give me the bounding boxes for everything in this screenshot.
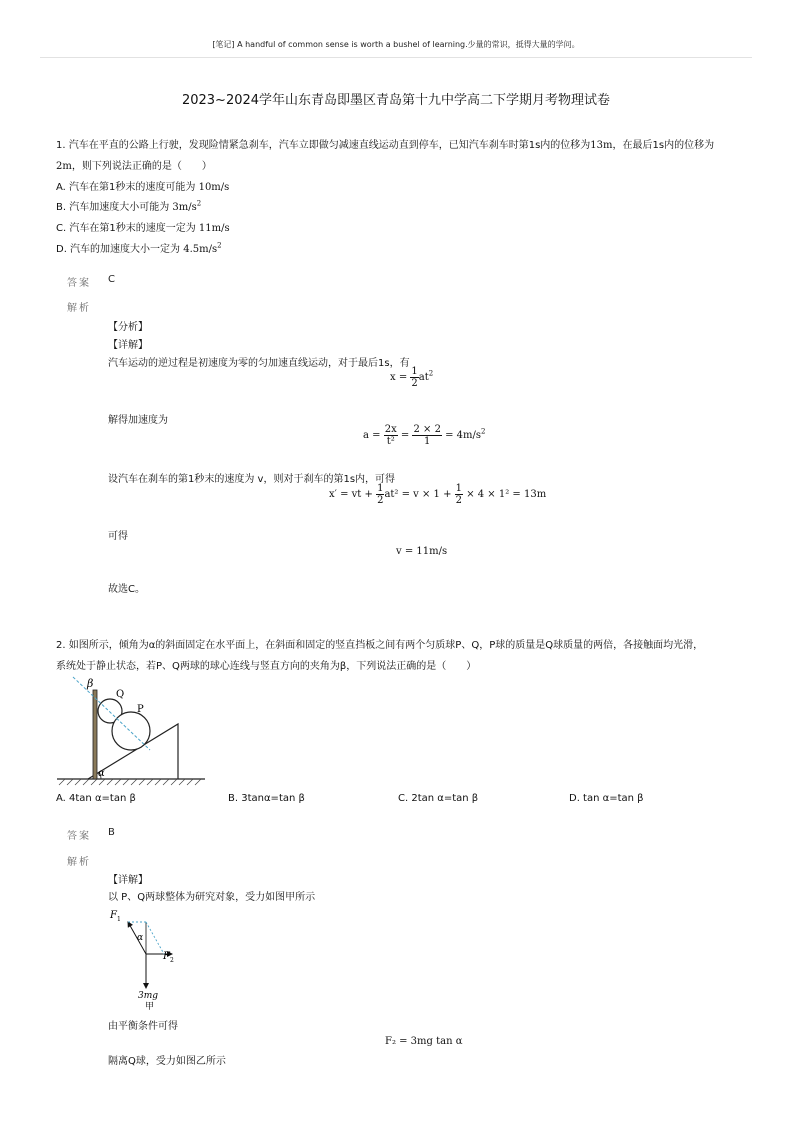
q2-fig-q-label: Q (116, 689, 125, 700)
q2-solution-line1: 以 P、Q两球整体为研究对象，受力如图甲所示 (108, 892, 316, 903)
q1-equation-3 (329, 483, 546, 506)
q2-solution-line3: 隔离Q球，受力如图乙所示 (108, 1056, 226, 1067)
q2-fig2-alpha-label: α (137, 933, 144, 943)
q2-fig2-mg-label: 3mg (138, 991, 159, 1001)
q1-eq2-lhs: a = (363, 430, 384, 441)
q1-eq3-den: 2 (377, 495, 384, 506)
q1-option-b-sup: 2 (196, 199, 202, 208)
q1-detail-head: 【详解】 (108, 340, 148, 351)
q1-eq2-den2: 1 (424, 436, 431, 447)
q1-option-c-math: 11m/s (198, 223, 230, 234)
q1-eq2-rhs: = 4m/s (441, 430, 482, 441)
q1-solution-line4: 可得 (108, 531, 128, 542)
q2-answer-value: B (108, 827, 115, 838)
q1-answer-label: 答案 (67, 278, 91, 289)
q1-eq2-num1: 2x (384, 424, 397, 435)
q1-option-c-text: C. 汽车在第1秒末的速度一定为 (56, 223, 199, 234)
q1-option-b[interactable] (56, 198, 201, 213)
q1-eq1-num: 1 (411, 366, 418, 377)
q1-option-b-math: 3m/s (172, 202, 197, 213)
q1-eq1-den: 2 (411, 378, 418, 389)
q2-stem-line2: 系统处于静止状态，若P、Q两球的球心连线与竖直方向的夹角为β，下列说法正确的是（ ） (56, 661, 477, 672)
q1-option-a[interactable] (56, 178, 229, 193)
q1-option-c[interactable] (56, 219, 230, 234)
q2-fig2-f2-sub: 2 (170, 957, 174, 964)
q1-stem-text-c: ，则下列说法正确的是（ ） (71, 161, 212, 172)
q1-option-d-sup: 2 (217, 241, 222, 250)
q2-fig2-f2-label: F (163, 951, 170, 962)
q1-eq3-rhs: × 4 × 1² = 13m (463, 489, 547, 500)
q1-eq3-den2: 2 (455, 495, 463, 506)
header-divider (40, 57, 752, 58)
q1-eq2-sup: 2 (481, 427, 486, 436)
q2-option-c[interactable]: C. 2tan α=tan β (398, 793, 479, 804)
q2-option-b[interactable]: B. 3tanα=tan β (228, 793, 305, 804)
q1-solution-line3: 设汽车在刹车的第1秒末的速度为 v，则对于刹车的第1s内，可得 (108, 474, 396, 485)
q1-option-d-math: 4.5m/s (183, 244, 218, 255)
q1-conclusion: 故选C。 (108, 584, 145, 595)
q2-option-a[interactable]: A. 4tan α=tan β (56, 793, 136, 804)
q2-fig2-jia-label: 甲 (145, 1002, 155, 1012)
q1-eq3-lhs: x′ = vt + (329, 489, 377, 500)
q2-analysis-label: 解析 (67, 857, 91, 868)
q2-fig-alpha-label: α (98, 768, 105, 779)
q1-option-b-text: B. 汽车加速度大小可能为 (56, 202, 173, 213)
q1-option-a-text: A. 汽车在第1秒末的速度可能为 (56, 182, 199, 193)
q1-option-d[interactable] (56, 240, 222, 255)
q1-eq3-num: 1 (377, 483, 384, 494)
header-banner: [笔记] A handful of common sense is worth a bushel of learning.少量的常识，抵得大量的学问。 (212, 40, 580, 49)
q1-eq2-den1: t² (386, 436, 395, 447)
q1-option-a-math: 10m/s (198, 182, 230, 193)
q2-detail-head: 【详解】 (108, 875, 148, 886)
q2-fig2-f1-label: F (110, 910, 117, 921)
q2-force-diagram-jia (104, 902, 184, 1014)
q1-solution-line1: 汽车运动的逆过程是初速度为零的匀加速直线运动，对于最后1s，有 (108, 358, 410, 369)
q1-stem-text-b: ，在最后1s内的位移为 (612, 140, 715, 151)
q2-fig-p-label: P (137, 704, 144, 715)
q1-solution-line2: 解得加速度为 (108, 415, 168, 426)
q1-answer-value: C (108, 274, 115, 285)
q1-equation-1 (390, 366, 433, 389)
page-title: 2023~2024学年山东青岛即墨区青岛第十九中学高二下学期月考物理试卷 (181, 93, 611, 108)
q1-eq1-sup: 2 (428, 369, 434, 378)
q2-equation-1: F₂ = 3mg tan α (385, 1036, 463, 1047)
q1-eq2-num2: 2 × 2 (413, 424, 441, 435)
q1-equation-2 (363, 424, 486, 447)
q1-stem-line2 (56, 157, 212, 172)
q1-value-2m: 2m (56, 161, 72, 172)
q1-analysis-head: 【分析】 (108, 322, 148, 333)
q2-incline-figure (55, 672, 215, 790)
q1-analysis-label: 解析 (67, 303, 91, 314)
q1-eq3-num2: 1 (455, 483, 463, 494)
q1-eq2-mid: = (397, 430, 413, 441)
q2-fig-beta-label: β (87, 677, 94, 690)
q2-stem-line1: 2. 如图所示，倾角为α的斜面固定在水平面上，在斜面和固定的竖直挡板之间有两个匀质球P、Q，P球的质量是Q球质量的两倍，各接触面均光滑， (56, 640, 704, 651)
q2-option-d[interactable]: D. tan α=tan β (569, 793, 644, 804)
q2-solution-line2: 由平衡条件可得 (108, 1021, 178, 1032)
q2-fig2-f1-sub: 1 (117, 916, 121, 923)
q1-value-13m: 13m (590, 140, 613, 151)
q1-eq3-mid: at² = v × 1 + (384, 489, 455, 500)
q1-eq1-lhs: x = (390, 372, 411, 383)
q1-stem-line1 (56, 136, 714, 151)
q1-option-d-text: D. 汽车的加速度大小一定为 (56, 244, 184, 255)
q1-equation-4: v = 11m/s (396, 546, 448, 557)
q2-answer-label: 答案 (67, 831, 91, 842)
q1-eq1-rhs: at (418, 372, 429, 383)
q1-stem-text: 1. 汽车在平直的公路上行驶，发现险情紧急刹车，汽车立即做匀减速直线运动直到停车，已知汽车刹车时第1s内的位移为 (56, 140, 591, 151)
